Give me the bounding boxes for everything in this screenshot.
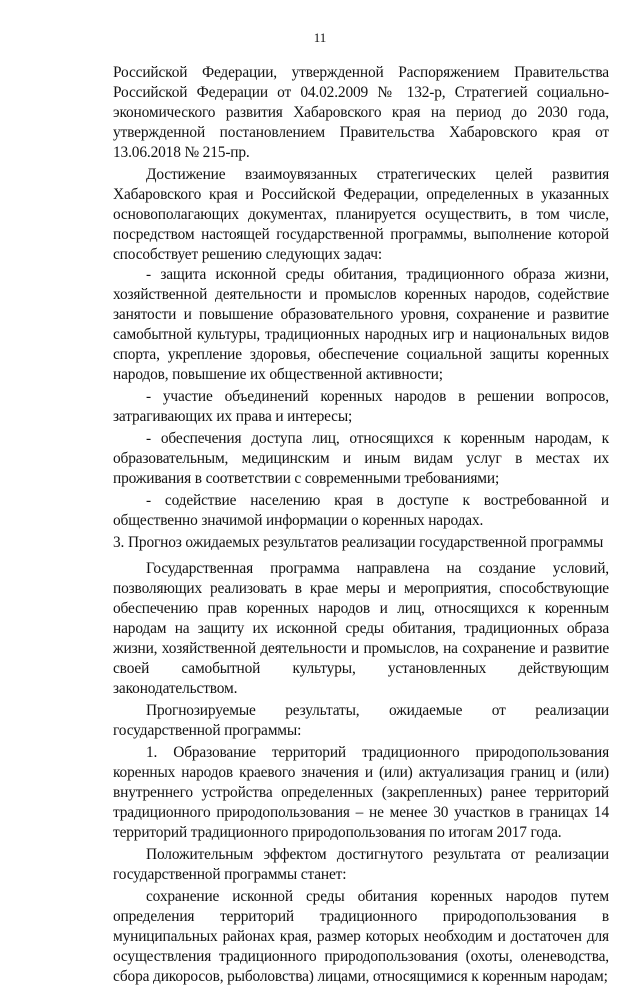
paragraph-habitat-preservation: сохранение исконной среды обитания коренных народов путем определения территорий традиционного природопользования в муниципальных районах края, размер которых необходим и достаточен для осуществления традиционного природопользования (охоты, оленеводства, сбора дикоросов, рыболовства) лицами, относящимися к коренным народам; <box>113 888 609 985</box>
task-item: - обеспечения доступа лиц, относящихся к коренным народам, к образовательным, медицинским и иным видам услуг в местах их проживания в соответствии с современными требованиями; <box>113 430 609 487</box>
paragraph-goals: Достижение взаимоувязанных стратегических целей развития Хабаровского края и Российской Федерации, определенных в указанных основополагающих документах, планируется осуществить, в том числе, посредством настоящей государственной программы, выполнение которой способствует решению следующих задач: <box>113 166 609 263</box>
paragraph-positive-effect: Положительным эффектом достигнутого результата от реализации государственной программы станет: <box>113 846 609 883</box>
task-item: - защита исконной среды обитания, традиционного образа жизни, хозяйственной деятельности и промыслов коренных народов, содействие занятости и повышение образовательного уровня, сохранение и развитие самобытной культуры, традиционных народных игр и национальных видов спорта, укрепление здоровья, обеспечение социальной защиты коренных народов, повышение их общественной активности; <box>113 266 609 383</box>
paragraph-strategy-reference: Российской Федерации, утвержденной Распоряжением Правительства Российской Федерации от 04.02.2009 № 132-р, Стратегией социально-экономического развития Хабаровского края на период до 2030 года, утвержденной постановлением Правительства Хабаровского края от 13.06.2018 № 215-пр. <box>113 64 609 161</box>
paragraph-result-1: 1. Образование территорий традиционного природопользования коренных народов краевого значения и (или) актуализация границ и (или) внутреннего устройства определенных (закрепленных) ранее территорий традиционного природопользования – не менее 30 участков в границах 14 территорий традиционного природопользования по итогам 2017 года. <box>113 744 609 841</box>
paragraph-expected-results: Прогнозируемые результаты, ожидаемые от реализации государственной программы: <box>113 702 609 739</box>
paragraph-program-purpose: Государственная программа направлена на создание условий, позволяющих реализовать в крае меры и мероприятия, способствующие обеспечению прав коренных народов и лиц, относящихся к коренным народам на защиту их исконной среды обитания, традиционных образа жизни, хозяйственной деятельности и промыслов, на сохранение и развитие своей самобытной культуры, установленных действующим законодательством. <box>113 560 609 697</box>
task-item: - участие объединений коренных народов в решении вопросов, затрагивающих их права и интересы; <box>113 388 609 425</box>
task-item: - содействие населению края в доступе к востребованной и общественно значимой информации о коренных народах. <box>113 492 609 529</box>
document-body <box>113 63 609 989</box>
section-heading: 3. Прогноз ожидаемых результатов реализации государственной программы <box>113 534 604 551</box>
page-number: 11 <box>313 30 327 45</box>
